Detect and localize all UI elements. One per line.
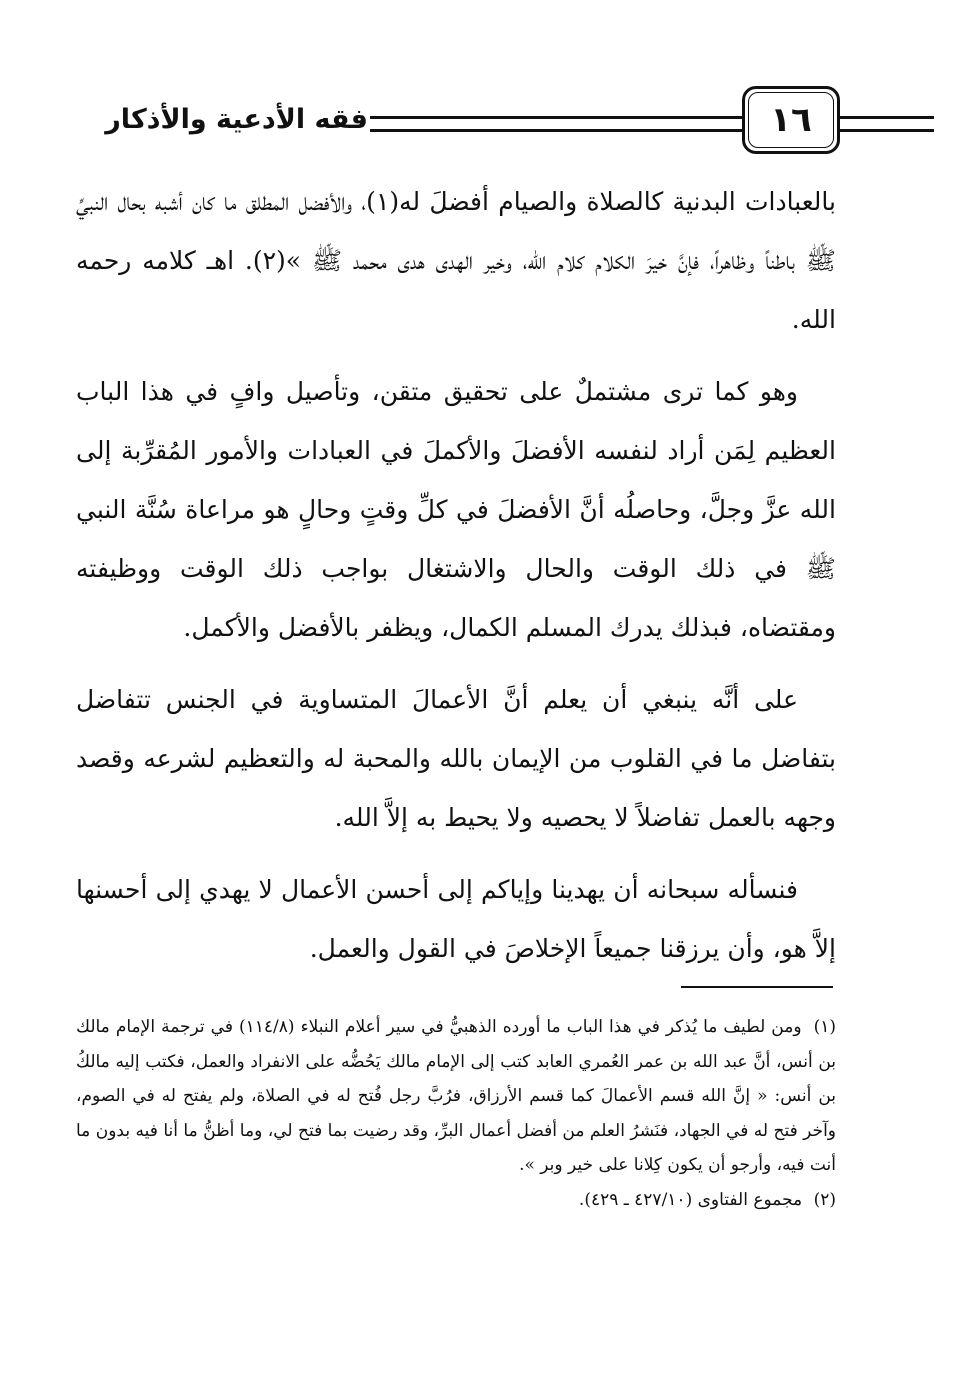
footnote-1-text: ومن لطيف ما يُذكر في هذا الباب ما أورده الذهبيُّ في سير أعلام النبلاء (١١٤/٨) في ترجمة الإمام مالك بن أنس، أنَّ عبد الله بن عمر العُمري العابد كتب إلى الإمام مالك يَحُضُّه على الانفراد والعمل، فكتب إليه مالكُ بن أنس: « إنَّ الله قسم الأعمالَ كما قسم الأرزاق، فرُبَّ رجل فُتح له في الصلاة، ولم يفتح له في الصوم، وآخر فتح له في الجهاد، فنَشرُ العلم من أفضل أعمال البرِّ، وقد رضيت بما فتح لي، وما أظنُّ ما أنا فيه بدون ما أنت فيه، وأرجو أن يكون كِلانا على خير وبر ». <box>76 1017 836 1175</box>
paragraph-2: وهو كما ترى مشتملٌ على تحقيق متقن، وتأصيل وافٍ في هذا الباب العظيم لِمَن أراد لنفسه الأفضلَ والأكملَ في العبادات والأمور المُقرِّبة إلى الله عزَّ وجلَّ، وحاصلُه أنَّ الأفضلَ في كلِّ وقتٍ وحالٍ هو مراعاة سُنَّة النبي ﷺ في ذلك الوقت والحال والاشتغال بواجب ذلك الوقت ووظيفته ومقتضاه، فبذلك يدرك المسلم الكمال، ويظفر بالأفضل والأكمل. <box>76 377 836 642</box>
footnote-separator <box>681 986 833 988</box>
page-number: ١٦ <box>742 86 840 154</box>
paragraph-3: على أنَّه ينبغي أن يعلم أنَّ الأعمالَ المتساوية في الجنس تتفاضل بتفاضل ما في القلوب من الإيمان بالله والمحبة له والتعظيم لشرعه وقصد وجهه بالعمل تفاضلاً لا يحصيه ولا يحيط به إلاَّ الله. <box>76 685 836 832</box>
page-header <box>70 86 896 156</box>
footnote-1-marker: (١) <box>813 1017 837 1037</box>
header-rule-left <box>370 116 750 132</box>
header-rule-right <box>834 116 934 132</box>
footnotes <box>76 1010 836 1217</box>
footnote-2-marker: (٢) <box>813 1189 836 1210</box>
book-title: فقه الأدعية والأذكار <box>105 104 368 135</box>
footnote-1 <box>76 1010 836 1183</box>
footnote-2 <box>76 1183 836 1218</box>
footnote-2-text: مجموع الفتاوى (٤٢٧/١٠ ـ ٤٢٩). <box>578 1189 803 1210</box>
paragraph-1: بالعبادات البدنية كالصلاة والصيام أفضلَ له(١)، والأفضل المطلق ما كان أشبه بحال النبيِّ ﷺ باطناً وظاهراً، فإنَّ خيرَ الكلام كلام الله، وخير الهدى هدى محمد ﷺ »(٢). اهـ كلامه رحمه الله. <box>76 187 837 334</box>
paragraph-4: فنسأله سبحانه أن يهدينا وإياكم إلى أحسن الأعمال لا يهدي إلى أحسنها إلاَّ هو، وأن يرزقنا جميعاً الإخلاصَ في القول والعمل. <box>76 875 836 963</box>
main-text <box>76 172 836 991</box>
